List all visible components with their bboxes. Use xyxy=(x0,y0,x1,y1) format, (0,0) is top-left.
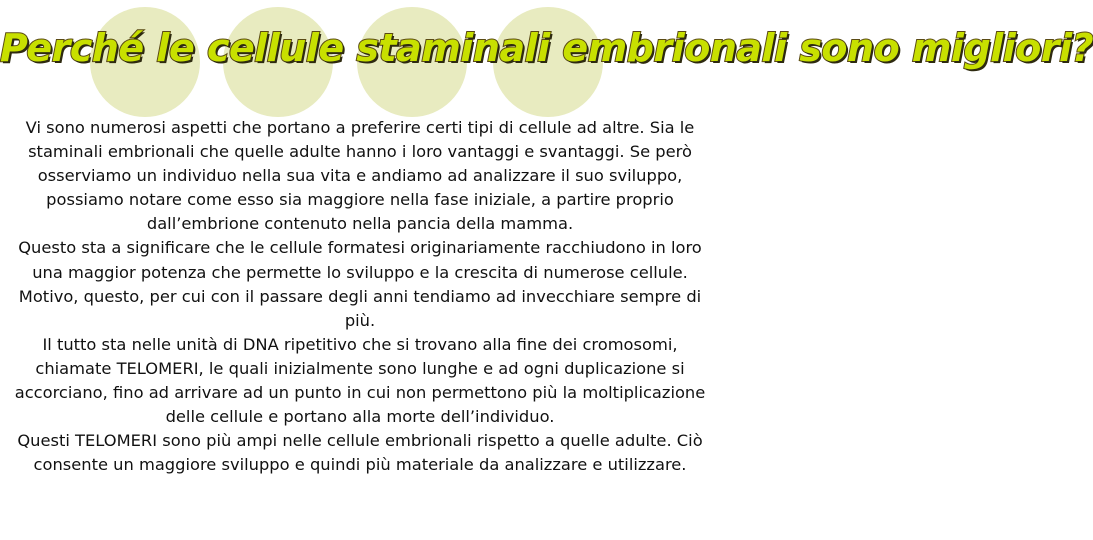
body-text xyxy=(0,116,720,477)
paragraph-conclusion: Questi TELOMERI sono più ampi nelle cellule embrionali rispetto a quelle adulte. Ciò consente un maggiore sviluppo e quindi più materiale da analizzare e utilizzare. xyxy=(17,431,703,475)
paragraph-intro: Vi sono numerosi aspetti che portano a preferire certi tipi di cellule ad altre. Sia le staminali embrionali che quelle adulte hanno i loro vantaggi e svantaggi. Se però osserviamo un individuo nella sua vita e andiamo ad analizzare il suo sviluppo, possiamo notare come esso sia maggiore nella fase iniziale, a partire proprio dall’embrione contenuto nella pancia della mamma. xyxy=(25,118,695,234)
paragraph-telomeres: Il tutto sta nelle unità di DNA ripetitivo che si trovano alla fine dei cromosomi, chiamate TELOMERI, le quali inizialmente sono lunghe e ad ogni duplicazione si accorciano, fino ad arrivare ad un punto in cui non permettono più la moltiplicazione delle cellule e portano alla morte dell’individuo. xyxy=(14,334,706,427)
page-title: Perché le cellule staminali embrionali sono migliori? xyxy=(0,26,1093,70)
paragraph-aging: Motivo, questo, per cui con il passare degli anni tendiamo ad invecchiare sempre di più. xyxy=(18,286,702,330)
paragraph-potency: Questo sta a significare che le cellule formatesi originariamente racchiudono in loro una maggior potenza che permette lo sviluppo e la crescita di numerose cellule. xyxy=(18,238,702,282)
